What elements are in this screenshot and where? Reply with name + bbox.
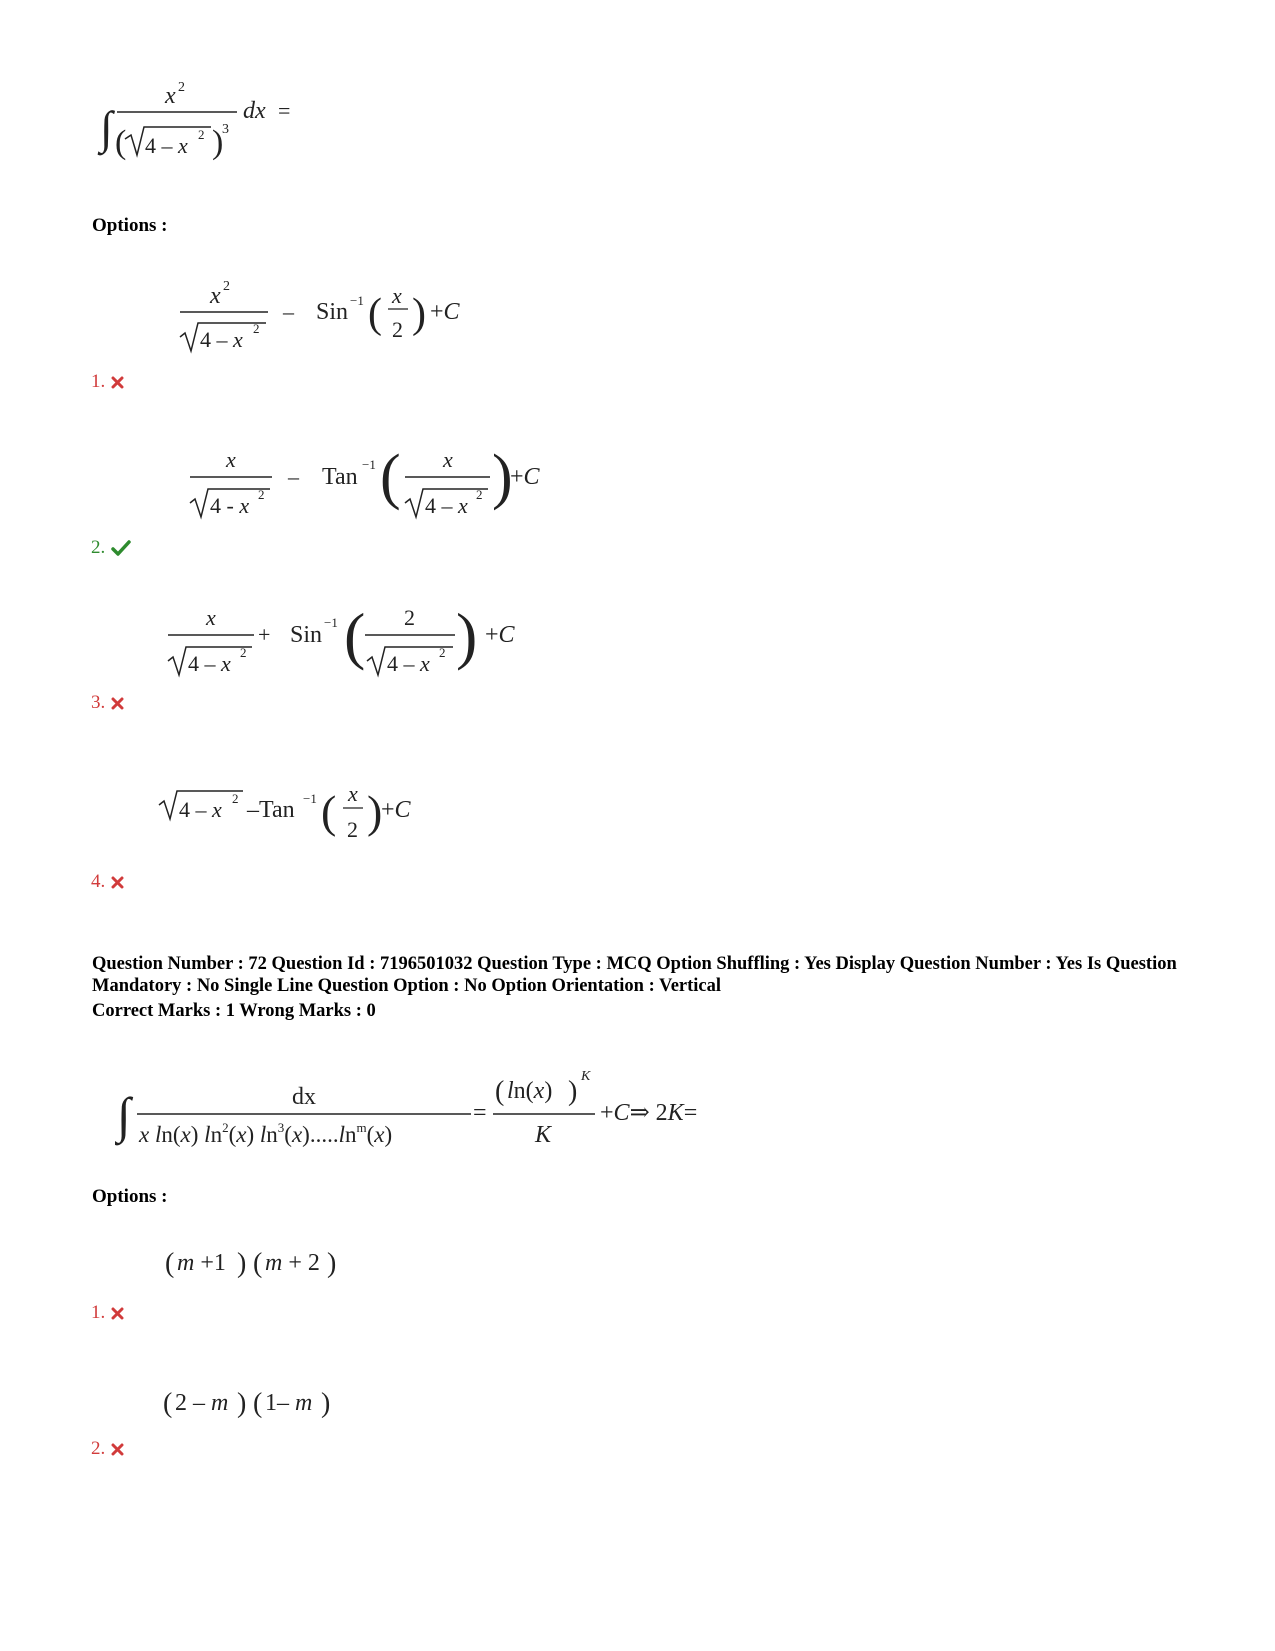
- option-number: 2.: [91, 1438, 106, 1459]
- q72-option-1-formula: [165, 1240, 365, 1285]
- check-icon: [111, 540, 131, 556]
- svg-text:4 – x: 4 – x: [387, 651, 430, 676]
- cross-icon: [111, 1307, 124, 1320]
- svg-text:): ): [412, 291, 426, 337]
- svg-text:): ): [237, 1248, 247, 1279]
- svg-text:dx: dx: [243, 98, 266, 124]
- svg-text:(: (: [495, 1076, 505, 1107]
- svg-text:4 – x: 4 – x: [188, 651, 231, 676]
- svg-text:–: –: [283, 299, 294, 324]
- cross-icon: [111, 697, 124, 710]
- svg-text:): ): [456, 600, 478, 671]
- q72-options-label: Options :: [92, 1186, 168, 1207]
- svg-text:): ): [327, 1248, 337, 1279]
- svg-text:–Tan: –Tan: [247, 797, 295, 823]
- q72-meta: Question Number : 72 Question Id : 7196501032 Question Type : MCQ Option Shuffling : Yes Display Question Number : Yes Is Question Mandatory : No Single Line Question Option : No Option Orientation : Vertical: [92, 954, 1177, 996]
- svg-text:+C: +C: [510, 464, 540, 490]
- svg-text:∫: ∫: [117, 1087, 131, 1143]
- svg-text:x ln(x) ln2(x) ln3(x).....lnm(: x ln(x) $\ln^2(x)$ $\ln^3(x).....\ln^m(x)$: [139, 1120, 393, 1147]
- option-number: 2.: [91, 537, 106, 558]
- svg-text:–: –: [288, 464, 299, 489]
- option-number: 4.: [91, 871, 106, 892]
- svg-text:m +1: m +1: [177, 1250, 226, 1276]
- svg-text:): ): [321, 1388, 331, 1419]
- q71-option-3[interactable]: [91, 692, 124, 714]
- q71-options-label: Options :: [92, 215, 168, 236]
- svg-text:x: x: [226, 447, 236, 472]
- svg-text:Tan: Tan: [322, 464, 358, 490]
- svg-text:x: x: [443, 447, 453, 472]
- q71-option-3-formula: [160, 595, 560, 685]
- svg-text:(: (: [115, 124, 127, 161]
- svg-text:): ): [367, 786, 383, 837]
- svg-text:2: 2: [258, 487, 265, 502]
- svg-text:2: 2: [476, 487, 483, 502]
- svg-text:2: 2: [347, 817, 358, 842]
- svg-text:2: 2: [223, 279, 230, 294]
- q72-marks: Correct Marks : 1 Wrong Marks : 0: [92, 1001, 376, 1021]
- option-number: 1.: [91, 371, 106, 392]
- svg-text:(: (: [165, 1248, 175, 1279]
- svg-text:(: (: [253, 1248, 263, 1279]
- svg-text:∫: ∫: [100, 102, 113, 153]
- svg-text:+: +: [258, 622, 271, 647]
- q71-option-1[interactable]: [91, 371, 124, 393]
- svg-text:x: x: [210, 283, 221, 309]
- svg-text:−1: −1: [324, 615, 338, 630]
- svg-text:x: x: [392, 283, 402, 308]
- svg-text:−1: −1: [362, 457, 376, 472]
- svg-text:x: x: [206, 605, 216, 630]
- svg-text:=: =: [278, 98, 291, 123]
- svg-text:): ): [492, 443, 513, 511]
- svg-text:4 – x: 4 – x: [145, 133, 188, 158]
- svg-text:2: 2: [178, 80, 185, 95]
- svg-text:2: 2: [253, 321, 260, 336]
- svg-text:4 – x: 4 – x: [200, 327, 243, 352]
- svg-text:(: (: [163, 1388, 173, 1419]
- svg-text:2: 2: [198, 127, 205, 142]
- option-number: 3.: [91, 692, 106, 713]
- svg-text:(: (: [368, 291, 382, 337]
- svg-text:3: 3: [222, 122, 229, 137]
- svg-text:x: x: [165, 83, 176, 109]
- svg-text:x: x: [348, 781, 358, 806]
- svg-text:): ): [568, 1076, 578, 1107]
- svg-text:(: (: [321, 786, 337, 837]
- svg-text:4 – x: 4 – x: [179, 797, 222, 822]
- svg-text:+C: +C: [430, 299, 460, 325]
- svg-text:=: =: [473, 1100, 487, 1126]
- cross-icon: [111, 1443, 124, 1456]
- svg-text:K: K: [581, 1069, 591, 1084]
- q71-option-2[interactable]: [91, 537, 131, 559]
- svg-text:(: (: [344, 600, 366, 671]
- option-number: 1.: [91, 1302, 106, 1323]
- svg-text:2: 2: [392, 317, 403, 342]
- cross-icon: [111, 876, 124, 889]
- svg-text:): ): [212, 124, 224, 161]
- svg-text:dx: dx: [292, 1084, 316, 1110]
- q72-option-2[interactable]: [91, 1438, 124, 1460]
- svg-text:+C: +C: [381, 797, 411, 823]
- q72-question-formula: [115, 1060, 755, 1160]
- svg-text:m + 2: m + 2: [265, 1250, 320, 1276]
- q71-option-2-formula: [180, 437, 580, 527]
- svg-text:ln(x): ln(x): [507, 1078, 553, 1104]
- svg-text:+C⇒ 2K=: +C⇒ 2K=: [600, 1100, 698, 1126]
- svg-text:2 – m: 2 – m: [175, 1390, 229, 1416]
- svg-text:2: 2: [404, 605, 415, 630]
- svg-text:(: (: [380, 443, 401, 511]
- svg-text:2: 2: [232, 791, 239, 806]
- svg-text:4 - x: 4 - x: [210, 493, 250, 518]
- svg-text:Sin: Sin: [316, 299, 349, 325]
- q71-option-4[interactable]: [91, 871, 124, 893]
- svg-text:−1: −1: [350, 293, 364, 308]
- svg-text:): ): [237, 1388, 247, 1419]
- svg-text:K: K: [535, 1122, 552, 1148]
- svg-text:4 – x: 4 – x: [425, 493, 468, 518]
- svg-text:1– m: 1– m: [265, 1390, 313, 1416]
- svg-text:+C: +C: [485, 622, 515, 648]
- svg-text:−1: −1: [303, 791, 317, 806]
- q72-option-2-formula: [163, 1380, 363, 1425]
- q72-option-1[interactable]: [91, 1302, 124, 1324]
- cross-icon: [111, 376, 124, 389]
- q71-option-4-formula: [155, 775, 475, 855]
- svg-text:(: (: [253, 1388, 263, 1419]
- q71-option-1-formula: [170, 275, 490, 360]
- svg-text:2: 2: [240, 645, 247, 660]
- q71-question-formula: [95, 75, 325, 180]
- svg-text:2: 2: [439, 645, 446, 660]
- svg-text:Sin: Sin: [290, 622, 323, 648]
